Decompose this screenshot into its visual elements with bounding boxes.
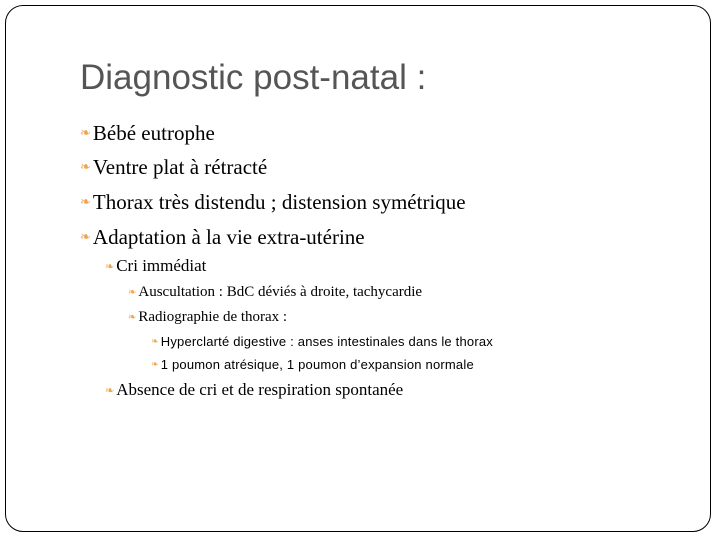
- bullet-item: [105, 256, 206, 276]
- bullet-item: [80, 121, 215, 146]
- bullet-text: Absence de cri et de respiration spontanée: [116, 380, 404, 399]
- leaf-bullet-icon: ❧: [128, 312, 137, 323]
- leaf-bullet-icon: ❧: [128, 287, 137, 298]
- leaf-bullet-icon: ❧: [80, 195, 91, 210]
- slide-title: Diagnostic post-natal :: [80, 58, 427, 97]
- leaf-bullet-icon: ❧: [151, 336, 159, 347]
- bullet-item: [105, 380, 403, 400]
- bullet-text: Bébé eutrophe: [92, 121, 215, 145]
- leaf-bullet-icon: ❧: [80, 126, 91, 141]
- leaf-bullet-icon: ❧: [105, 259, 115, 273]
- bullet-item: [151, 357, 474, 372]
- bullet-item: [80, 225, 365, 250]
- bullet-text: Ventre plat à rétracté: [92, 155, 268, 179]
- bullet-text: Radiographie de thorax :: [138, 309, 288, 325]
- bullet-item: [128, 284, 422, 301]
- bullet-text: Hyperclarté digestive : anses intestinales dans le thorax: [160, 334, 493, 349]
- leaf-bullet-icon: ❧: [80, 160, 91, 175]
- bullet-text: Adaptation à la vie extra-utérine: [92, 225, 365, 249]
- leaf-bullet-icon: ❧: [80, 230, 91, 245]
- bullet-item: [80, 190, 466, 215]
- bullet-text: Cri immédiat: [116, 256, 207, 275]
- bullet-text: 1 poumon atrésique, 1 poumon d’expansion normale: [160, 357, 474, 372]
- leaf-bullet-icon: ❧: [105, 383, 115, 397]
- bullet-item: [128, 309, 287, 326]
- bullet-text: Auscultation : BdC déviés à droite, tachycardie: [138, 284, 423, 300]
- bullet-item: [151, 334, 493, 349]
- leaf-bullet-icon: ❧: [151, 359, 159, 370]
- bullet-text: Thorax très distendu ; distension symétrique: [92, 190, 466, 214]
- bullet-item: [80, 155, 267, 180]
